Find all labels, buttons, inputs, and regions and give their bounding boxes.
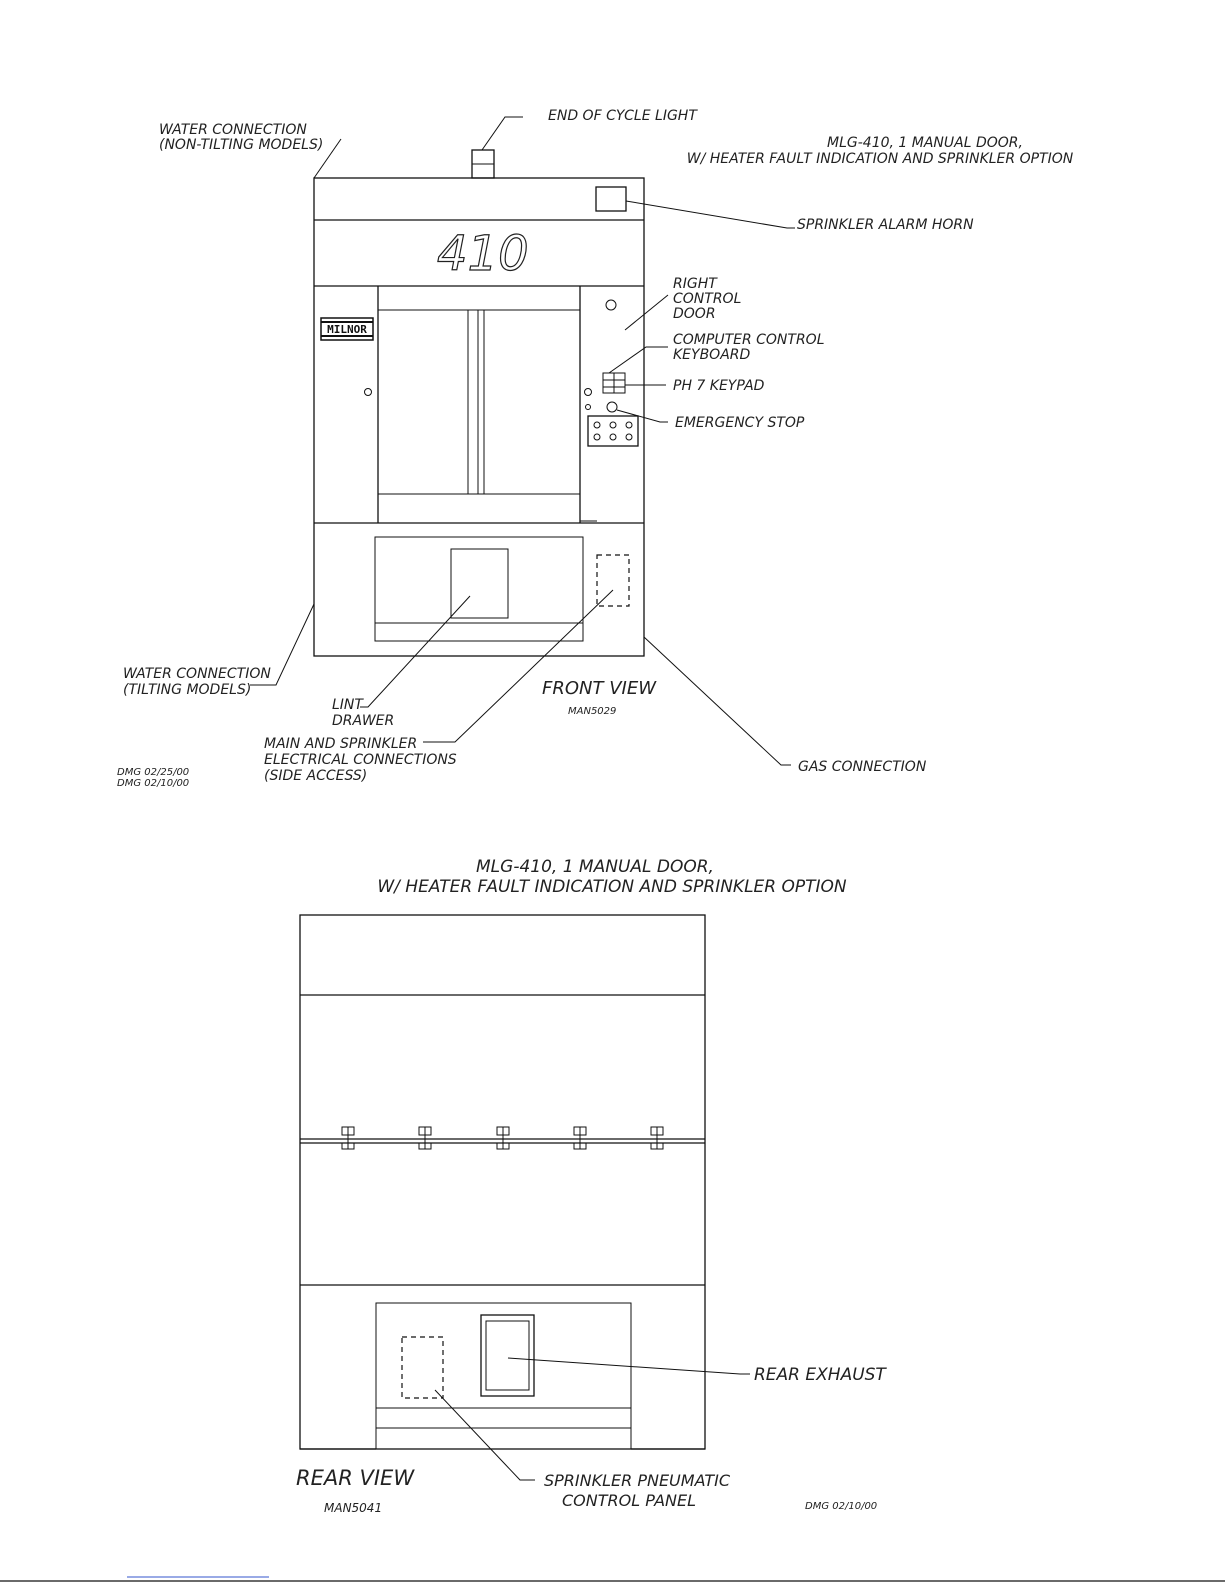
label-ph7-keypad: PH 7 KEYPAD (673, 378, 765, 394)
svg-text:DOOR: DOOR (673, 306, 716, 322)
svg-text:(SIDE ACCESS): (SIDE ACCESS) (264, 768, 368, 784)
front-view-drawing (314, 150, 644, 656)
front-date-2: DMG 02/10/00 (117, 778, 190, 789)
rear-date: DMG 02/10/00 (805, 1501, 878, 1512)
label-right-control-door: RIGHT (673, 276, 717, 292)
emergency-stop-button (607, 402, 617, 412)
rear-labels (296, 1365, 887, 1515)
front-drawing-no: MAN5029 (568, 706, 617, 717)
label-lint-drawer: LINT (332, 697, 363, 713)
rear-title-line2: W/ HEATER FAULT INDICATION AND SPRINKLER OPTION (377, 877, 847, 897)
svg-text:MILNOR: MILNOR (327, 323, 367, 336)
rear-leader-lines (435, 1358, 750, 1480)
label-main-sprinkler: MAIN AND SPRINKLER (264, 736, 418, 752)
svg-text:(TILTING MODELS): (TILTING MODELS) (123, 682, 252, 698)
rear-view-drawing (300, 915, 705, 1449)
rear-labels-title (377, 857, 847, 897)
label-computer-keyboard: COMPUTER CONTROL (673, 332, 825, 348)
lint-drawer-frame (375, 537, 583, 641)
rear-bolts (342, 1127, 663, 1149)
label-water-conn-nontilt: WATER CONNECTION (159, 122, 307, 138)
ph7-keypad (588, 416, 638, 446)
model-number: 410 (437, 226, 529, 282)
front-view-title: FRONT VIEW (542, 678, 657, 699)
svg-text:DRAWER: DRAWER (332, 713, 395, 729)
rear-view-title: REAR VIEW (296, 1466, 415, 1490)
label-rear-exhaust: REAR EXHAUST (754, 1365, 886, 1385)
sprinkler-alarm-horn (596, 187, 626, 211)
label-sprinkler-panel: SPRINKLER PNEUMATIC (544, 1471, 731, 1490)
front-title-line1: MLG-410, 1 MANUAL DOOR, (827, 135, 1023, 151)
page-footer-rule (0, 1577, 1225, 1581)
rear-lower-frame (376, 1303, 631, 1449)
electrical-connections-box (597, 555, 629, 606)
indicator-light (606, 300, 616, 310)
label-end-of-cycle-light: END OF CYCLE LIGHT (548, 108, 697, 124)
svg-text:KEYBOARD: KEYBOARD (673, 347, 751, 363)
svg-text:CONTROL: CONTROL (673, 291, 742, 307)
rear-exhaust (481, 1315, 534, 1396)
milnor-logo (321, 318, 373, 340)
label-sprinkler-alarm-horn: SPRINKLER ALARM HORN (797, 217, 974, 233)
label-water-conn-tilt: WATER CONNECTION (123, 666, 271, 682)
rear-title-line1: MLG-410, 1 MANUAL DOOR, (476, 857, 714, 877)
label-gas-connection: GAS CONNECTION (798, 759, 927, 775)
rear-drawing-no: MAN5041 (324, 1501, 383, 1515)
front-leader-lines (250, 117, 795, 765)
svg-text:(NON-TILTING MODELS): (NON-TILTING MODELS) (159, 137, 324, 153)
front-title-line2: W/ HEATER FAULT INDICATION AND SPRINKLER OPTION (686, 151, 1074, 167)
svg-text:ELECTRICAL CONNECTIONS: ELECTRICAL CONNECTIONS (264, 752, 457, 768)
front-date-1: DMG 02/25/00 (117, 767, 190, 778)
sprinkler-pneumatic-panel (402, 1337, 443, 1398)
label-emergency-stop: EMERGENCY STOP (675, 415, 805, 431)
svg-text:CONTROL PANEL: CONTROL PANEL (562, 1491, 697, 1510)
